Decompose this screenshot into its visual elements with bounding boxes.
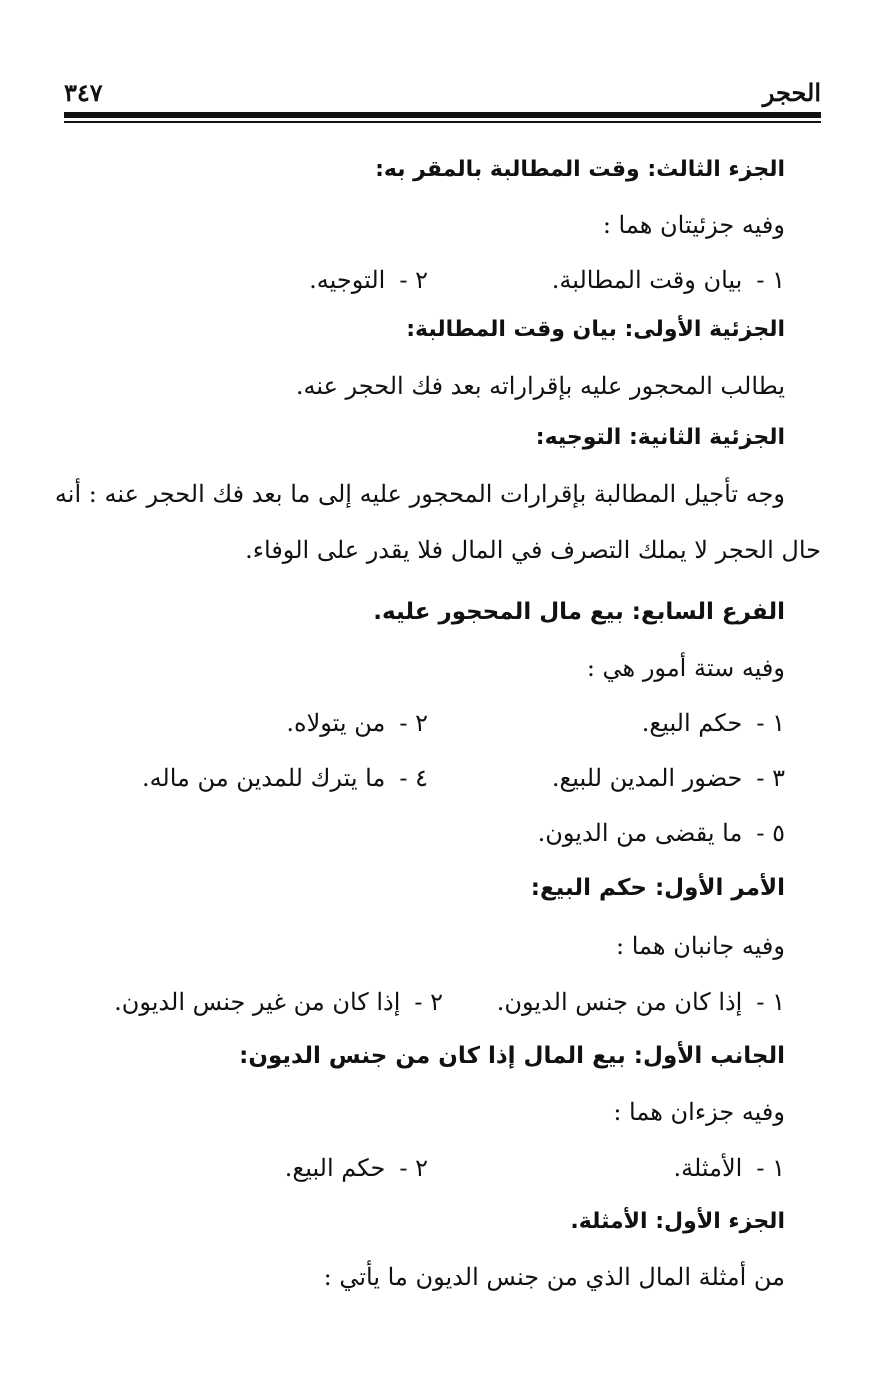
list-text: الأمثلة. xyxy=(673,1154,743,1182)
list-number: ٢ - xyxy=(414,988,443,1016)
list-item xyxy=(497,982,785,1022)
part-heading-examples: الجزء الأول: الأمثلة. xyxy=(570,1209,785,1234)
list-item xyxy=(642,703,785,743)
list-item xyxy=(552,758,785,798)
list-text: من يتولاه. xyxy=(286,709,386,737)
list-text: بيان وقت المطالبة. xyxy=(551,266,743,294)
list-text: حضور المدين للبيع. xyxy=(551,764,743,792)
list-number: ٣ - xyxy=(756,764,785,792)
section-heading-part-three: الجزء الثالث: وقت المطالبة بالمقر به: xyxy=(375,157,785,182)
list-text: حكم البيع. xyxy=(641,709,743,737)
paragraph-2: يطالب المحجور عليه بإقراراته بعد فك الحجر عنه. xyxy=(295,372,785,400)
paragraph-intro-1: وفيه جزئيتان هما : xyxy=(602,211,785,239)
list-text: ما يترك للمدين من ماله. xyxy=(141,764,386,792)
list-item xyxy=(114,982,443,1022)
list-number: ٢ - xyxy=(399,1154,428,1182)
running-head: الحجر xyxy=(762,78,821,107)
paragraph-intro-5: وفيه جانبان هما : xyxy=(616,932,785,960)
list-item xyxy=(309,260,428,300)
list-number: ١ - xyxy=(756,1154,785,1182)
list-number: ١ - xyxy=(756,266,785,294)
list-number: ٤ - xyxy=(399,764,428,792)
header-rule-thin xyxy=(64,121,821,123)
header-rule-thick xyxy=(64,112,821,118)
list-item xyxy=(285,1148,428,1188)
list-item xyxy=(538,813,785,853)
list-text: إذا كان من جنس الديون. xyxy=(496,988,743,1016)
paragraph-intro-4: وفيه ستة أمور هي : xyxy=(586,654,785,682)
subheading-second: الجزئية الثانية: التوجيه: xyxy=(535,425,785,450)
paragraph-3-line-2: حال الحجر لا يملك التصرف في المال فلا يقدر على الوفاء. xyxy=(245,536,821,564)
paragraph-intro-6: وفيه جزءان هما : xyxy=(613,1098,785,1126)
list-item xyxy=(552,260,785,300)
list-number: ٢ - xyxy=(399,266,428,294)
list-item xyxy=(286,703,428,743)
page-number: ٣٤٧ xyxy=(64,78,103,107)
list-item xyxy=(673,1148,785,1188)
matter-heading-first: الأمر الأول: حكم البيع: xyxy=(530,875,785,901)
branch-heading-seventh: الفرع السابع: بيع مال المحجور عليه. xyxy=(373,599,785,625)
list-item xyxy=(142,758,428,798)
list-number: ١ - xyxy=(756,988,785,1016)
list-text: ما يقضى من الديون. xyxy=(537,819,743,847)
list-number: ٥ - xyxy=(756,819,785,847)
paragraph-3-line-1: وجه تأجيل المطالبة بإقرارات المحجور عليه إلى ما بعد فك الحجر عنه : أنه xyxy=(54,480,785,508)
list-number: ٢ - xyxy=(399,709,428,737)
paragraph-7: من أمثلة المال الذي من جنس الديون ما يأتي : xyxy=(323,1263,785,1291)
list-text: حكم البيع. xyxy=(284,1154,386,1182)
list-text: التوجيه. xyxy=(309,266,386,294)
aspect-heading-first: الجانب الأول: بيع المال إذا كان من جنس الديون: xyxy=(239,1043,785,1069)
list-number: ١ - xyxy=(756,709,785,737)
list-text: إذا كان من غير جنس الديون. xyxy=(114,988,401,1016)
subheading-first: الجزئية الأولى: بيان وقت المطالبة: xyxy=(406,317,785,342)
